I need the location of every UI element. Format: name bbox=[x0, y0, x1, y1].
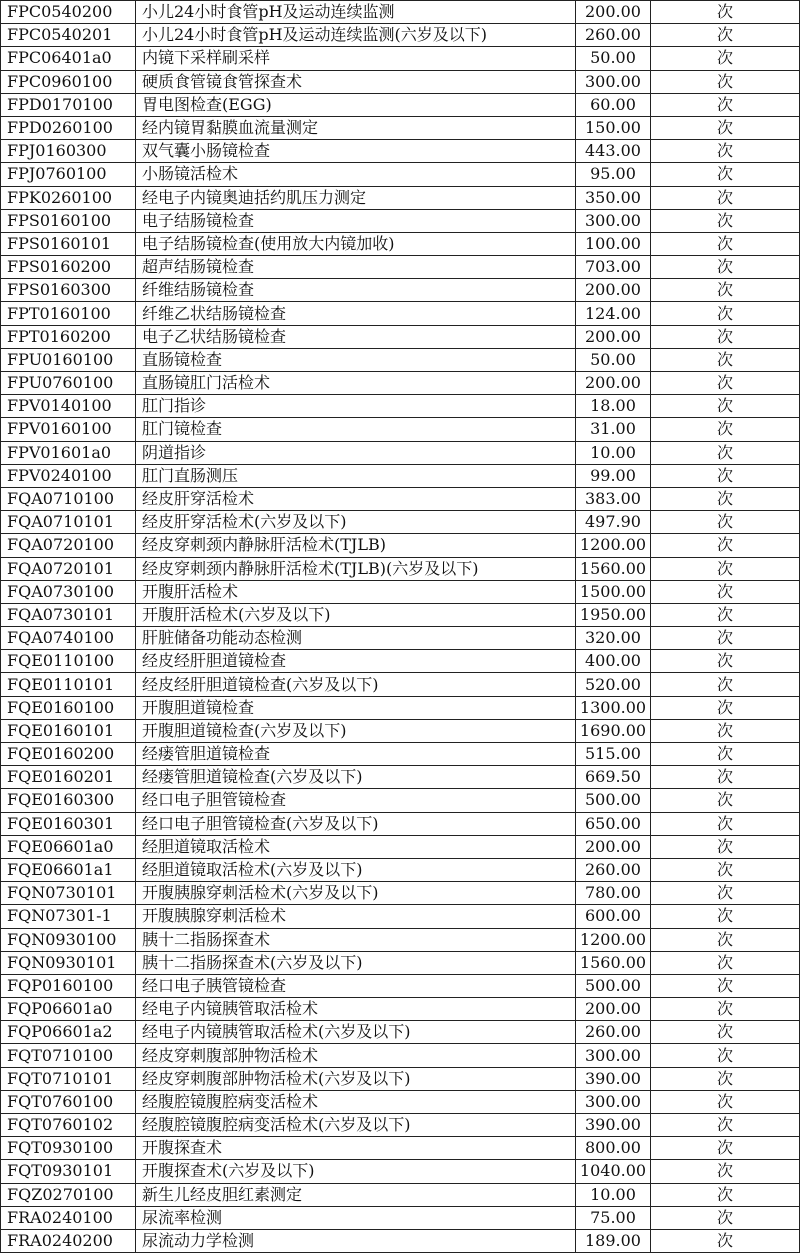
table-row bbox=[1, 812, 800, 835]
table-row bbox=[1, 1067, 800, 1090]
item-unit-cell: 次 bbox=[651, 951, 800, 974]
item-name-cell: 开腹胰腺穿刺活检术 bbox=[136, 905, 576, 928]
item-code-cell: FQE0160300 bbox=[1, 789, 136, 812]
price-table-body bbox=[1, 1, 800, 1253]
item-price-cell: 150.00 bbox=[576, 116, 651, 139]
item-price-cell: 650.00 bbox=[576, 812, 651, 835]
table-row bbox=[1, 696, 800, 719]
table-row bbox=[1, 487, 800, 510]
item-name-cell: 肛门指诊 bbox=[136, 395, 576, 418]
item-unit-cell: 次 bbox=[651, 627, 800, 650]
table-row bbox=[1, 93, 800, 116]
table-row bbox=[1, 974, 800, 997]
item-code-cell: FQN0930100 bbox=[1, 928, 136, 951]
item-name-cell: 纤维乙状结肠镜检查 bbox=[136, 302, 576, 325]
item-code-cell: FQA0720100 bbox=[1, 534, 136, 557]
item-code-cell: FQT0710101 bbox=[1, 1067, 136, 1090]
item-unit-cell: 次 bbox=[651, 974, 800, 997]
item-price-cell: 75.00 bbox=[576, 1206, 651, 1229]
item-price-cell: 383.00 bbox=[576, 487, 651, 510]
item-price-cell: 515.00 bbox=[576, 743, 651, 766]
item-price-cell: 99.00 bbox=[576, 464, 651, 487]
table-row bbox=[1, 348, 800, 371]
table-row bbox=[1, 116, 800, 139]
table-row bbox=[1, 464, 800, 487]
item-price-cell: 320.00 bbox=[576, 627, 651, 650]
table-row bbox=[1, 1160, 800, 1183]
table-row bbox=[1, 673, 800, 696]
item-name-cell: 经皮经肝胆道镜检查(六岁及以下) bbox=[136, 673, 576, 696]
item-price-cell: 260.00 bbox=[576, 1021, 651, 1044]
item-name-cell: 电子乙状结肠镜检查 bbox=[136, 325, 576, 348]
item-price-cell: 1950.00 bbox=[576, 603, 651, 626]
item-code-cell: FQN0730101 bbox=[1, 882, 136, 905]
table-row bbox=[1, 441, 800, 464]
item-unit-cell: 次 bbox=[651, 905, 800, 928]
item-code-cell: FQN0930101 bbox=[1, 951, 136, 974]
item-name-cell: 经胆道镜取活检术(六岁及以下) bbox=[136, 858, 576, 881]
item-name-cell: 开腹胆道镜检查(六岁及以下) bbox=[136, 719, 576, 742]
item-name-cell: 直肠镜检查 bbox=[136, 348, 576, 371]
table-row bbox=[1, 372, 800, 395]
item-price-cell: 200.00 bbox=[576, 998, 651, 1021]
item-name-cell: 经皮穿刺腹部肿物活检术(六岁及以下) bbox=[136, 1067, 576, 1090]
item-name-cell: 阴道指诊 bbox=[136, 441, 576, 464]
item-unit-cell: 次 bbox=[651, 812, 800, 835]
table-row bbox=[1, 743, 800, 766]
item-unit-cell: 次 bbox=[651, 418, 800, 441]
item-name-cell: 经皮肝穿活检术 bbox=[136, 487, 576, 510]
item-code-cell: FQE0110101 bbox=[1, 673, 136, 696]
table-row bbox=[1, 1114, 800, 1137]
item-unit-cell: 次 bbox=[651, 441, 800, 464]
table-row bbox=[1, 1044, 800, 1067]
item-price-cell: 95.00 bbox=[576, 163, 651, 186]
table-row bbox=[1, 511, 800, 534]
item-code-cell: FQA0710101 bbox=[1, 511, 136, 534]
item-price-cell: 200.00 bbox=[576, 1, 651, 24]
item-name-cell: 电子结肠镜检查 bbox=[136, 209, 576, 232]
item-price-cell: 10.00 bbox=[576, 441, 651, 464]
item-code-cell: FPC0540201 bbox=[1, 24, 136, 47]
item-code-cell: FQZ0270100 bbox=[1, 1183, 136, 1206]
item-price-cell: 350.00 bbox=[576, 186, 651, 209]
item-code-cell: FPT0160200 bbox=[1, 325, 136, 348]
table-row bbox=[1, 835, 800, 858]
item-name-cell: 经内镜胃黏膜血流量测定 bbox=[136, 116, 576, 139]
table-row bbox=[1, 163, 800, 186]
table-row bbox=[1, 232, 800, 255]
item-price-cell: 200.00 bbox=[576, 279, 651, 302]
item-unit-cell: 次 bbox=[651, 696, 800, 719]
item-code-cell: FPC06401a0 bbox=[1, 47, 136, 70]
table-row bbox=[1, 905, 800, 928]
item-unit-cell: 次 bbox=[651, 1067, 800, 1090]
item-price-cell: 669.50 bbox=[576, 766, 651, 789]
item-unit-cell: 次 bbox=[651, 140, 800, 163]
item-price-cell: 300.00 bbox=[576, 209, 651, 232]
table-row bbox=[1, 209, 800, 232]
item-unit-cell: 次 bbox=[651, 835, 800, 858]
item-code-cell: FPS0160200 bbox=[1, 256, 136, 279]
item-code-cell: FQP06601a0 bbox=[1, 998, 136, 1021]
item-price-cell: 1560.00 bbox=[576, 557, 651, 580]
item-unit-cell: 次 bbox=[651, 882, 800, 905]
table-row bbox=[1, 1137, 800, 1160]
item-price-cell: 497.90 bbox=[576, 511, 651, 534]
item-code-cell: FPT0160100 bbox=[1, 302, 136, 325]
item-name-cell: 开腹胰腺穿刺活检术(六岁及以下) bbox=[136, 882, 576, 905]
item-price-cell: 780.00 bbox=[576, 882, 651, 905]
item-name-cell: 肛门镜检查 bbox=[136, 418, 576, 441]
item-unit-cell: 次 bbox=[651, 1229, 800, 1252]
item-name-cell: 经腹腔镜腹腔病变活检术(六岁及以下) bbox=[136, 1114, 576, 1137]
item-unit-cell: 次 bbox=[651, 719, 800, 742]
item-name-cell: 开腹探查术 bbox=[136, 1137, 576, 1160]
item-price-cell: 1690.00 bbox=[576, 719, 651, 742]
item-name-cell: 肛门直肠测压 bbox=[136, 464, 576, 487]
item-unit-cell: 次 bbox=[651, 348, 800, 371]
item-code-cell: FQE0160201 bbox=[1, 766, 136, 789]
item-unit-cell: 次 bbox=[651, 603, 800, 626]
table-row bbox=[1, 951, 800, 974]
item-code-cell: FQA0710100 bbox=[1, 487, 136, 510]
item-unit-cell: 次 bbox=[651, 47, 800, 70]
item-code-cell: FPV0240100 bbox=[1, 464, 136, 487]
table-row bbox=[1, 650, 800, 673]
item-code-cell: FQA0730101 bbox=[1, 603, 136, 626]
item-code-cell: FPJ0760100 bbox=[1, 163, 136, 186]
item-price-cell: 10.00 bbox=[576, 1183, 651, 1206]
table-row bbox=[1, 534, 800, 557]
table-row bbox=[1, 789, 800, 812]
item-name-cell: 经皮穿刺腹部肿物活检术 bbox=[136, 1044, 576, 1067]
item-code-cell: FQT0930101 bbox=[1, 1160, 136, 1183]
item-code-cell: FPV01601a0 bbox=[1, 441, 136, 464]
item-price-cell: 800.00 bbox=[576, 1137, 651, 1160]
item-code-cell: FQA0720101 bbox=[1, 557, 136, 580]
item-name-cell: 经瘘管胆道镜检查 bbox=[136, 743, 576, 766]
table-row bbox=[1, 766, 800, 789]
item-name-cell: 经胆道镜取活检术 bbox=[136, 835, 576, 858]
item-price-cell: 443.00 bbox=[576, 140, 651, 163]
item-unit-cell: 次 bbox=[651, 766, 800, 789]
item-name-cell: 尿流率检测 bbox=[136, 1206, 576, 1229]
item-code-cell: FQE06601a0 bbox=[1, 835, 136, 858]
item-code-cell: FRA0240100 bbox=[1, 1206, 136, 1229]
item-price-cell: 260.00 bbox=[576, 858, 651, 881]
item-code-cell: FQE0110100 bbox=[1, 650, 136, 673]
item-name-cell: 小肠镜活检术 bbox=[136, 163, 576, 186]
item-price-cell: 400.00 bbox=[576, 650, 651, 673]
item-code-cell: FQA0740100 bbox=[1, 627, 136, 650]
table-row bbox=[1, 256, 800, 279]
item-name-cell: 胰十二指肠探查术(六岁及以下) bbox=[136, 951, 576, 974]
item-code-cell: FQE0160101 bbox=[1, 719, 136, 742]
table-row bbox=[1, 998, 800, 1021]
item-name-cell: 肝脏储备功能动态检测 bbox=[136, 627, 576, 650]
table-row bbox=[1, 557, 800, 580]
item-name-cell: 开腹肝活检术(六岁及以下) bbox=[136, 603, 576, 626]
item-unit-cell: 次 bbox=[651, 1160, 800, 1183]
item-price-cell: 1300.00 bbox=[576, 696, 651, 719]
table-row bbox=[1, 24, 800, 47]
item-unit-cell: 次 bbox=[651, 1183, 800, 1206]
item-name-cell: 胰十二指肠探查术 bbox=[136, 928, 576, 951]
item-name-cell: 经瘘管胆道镜检查(六岁及以下) bbox=[136, 766, 576, 789]
item-name-cell: 开腹肝活检术 bbox=[136, 580, 576, 603]
table-row bbox=[1, 1090, 800, 1113]
item-unit-cell: 次 bbox=[651, 302, 800, 325]
table-row bbox=[1, 279, 800, 302]
item-price-cell: 520.00 bbox=[576, 673, 651, 696]
item-name-cell: 开腹探查术(六岁及以下) bbox=[136, 1160, 576, 1183]
item-price-cell: 50.00 bbox=[576, 47, 651, 70]
item-unit-cell: 次 bbox=[651, 186, 800, 209]
item-unit-cell: 次 bbox=[651, 1114, 800, 1137]
item-price-cell: 200.00 bbox=[576, 325, 651, 348]
table-row bbox=[1, 603, 800, 626]
item-code-cell: FQE0160100 bbox=[1, 696, 136, 719]
item-price-cell: 124.00 bbox=[576, 302, 651, 325]
item-code-cell: FPS0160100 bbox=[1, 209, 136, 232]
item-price-cell: 18.00 bbox=[576, 395, 651, 418]
item-name-cell: 经皮穿刺颈内静脉肝活检术(TJLB)(六岁及以下) bbox=[136, 557, 576, 580]
item-price-cell: 50.00 bbox=[576, 348, 651, 371]
item-name-cell: 硬质食管镜食管探查术 bbox=[136, 70, 576, 93]
table-row bbox=[1, 47, 800, 70]
item-name-cell: 纤维结肠镜检查 bbox=[136, 279, 576, 302]
table-row bbox=[1, 719, 800, 742]
item-code-cell: FQT0930100 bbox=[1, 1137, 136, 1160]
item-code-cell: FPU0760100 bbox=[1, 372, 136, 395]
item-code-cell: FQP06601a2 bbox=[1, 1021, 136, 1044]
item-unit-cell: 次 bbox=[651, 1090, 800, 1113]
table-row bbox=[1, 858, 800, 881]
item-name-cell: 超声结肠镜检查 bbox=[136, 256, 576, 279]
item-code-cell: FRA0240200 bbox=[1, 1229, 136, 1252]
item-unit-cell: 次 bbox=[651, 93, 800, 116]
table-row bbox=[1, 186, 800, 209]
item-code-cell: FQP0160100 bbox=[1, 974, 136, 997]
item-name-cell: 尿流动力学检测 bbox=[136, 1229, 576, 1252]
item-unit-cell: 次 bbox=[651, 1206, 800, 1229]
item-name-cell: 经皮经肝胆道镜检查 bbox=[136, 650, 576, 673]
item-code-cell: FQT0760100 bbox=[1, 1090, 136, 1113]
item-unit-cell: 次 bbox=[651, 325, 800, 348]
item-unit-cell: 次 bbox=[651, 858, 800, 881]
item-code-cell: FQE0160200 bbox=[1, 743, 136, 766]
item-code-cell: FPS0160300 bbox=[1, 279, 136, 302]
item-code-cell: FPS0160101 bbox=[1, 232, 136, 255]
table-row bbox=[1, 1183, 800, 1206]
item-price-cell: 703.00 bbox=[576, 256, 651, 279]
item-unit-cell: 次 bbox=[651, 232, 800, 255]
item-unit-cell: 次 bbox=[651, 1044, 800, 1067]
item-code-cell: FQT0710100 bbox=[1, 1044, 136, 1067]
item-name-cell: 经口电子胰管镜检查 bbox=[136, 974, 576, 997]
item-name-cell: 经腹腔镜腹腔病变活检术 bbox=[136, 1090, 576, 1113]
item-price-cell: 200.00 bbox=[576, 372, 651, 395]
item-price-cell: 1200.00 bbox=[576, 534, 651, 557]
item-unit-cell: 次 bbox=[651, 279, 800, 302]
item-name-cell: 经电子内镜奥迪括约肌压力测定 bbox=[136, 186, 576, 209]
item-price-cell: 390.00 bbox=[576, 1067, 651, 1090]
item-unit-cell: 次 bbox=[651, 743, 800, 766]
table-row bbox=[1, 302, 800, 325]
item-price-cell: 1040.00 bbox=[576, 1160, 651, 1183]
item-price-cell: 1200.00 bbox=[576, 928, 651, 951]
item-code-cell: FPC0960100 bbox=[1, 70, 136, 93]
item-unit-cell: 次 bbox=[651, 209, 800, 232]
item-name-cell: 小儿24小时食管pH及运动连续监测 bbox=[136, 1, 576, 24]
item-unit-cell: 次 bbox=[651, 511, 800, 534]
table-row bbox=[1, 418, 800, 441]
item-price-cell: 1500.00 bbox=[576, 580, 651, 603]
item-code-cell: FPD0170100 bbox=[1, 93, 136, 116]
item-unit-cell: 次 bbox=[651, 1021, 800, 1044]
item-name-cell: 经皮肝穿活检术(六岁及以下) bbox=[136, 511, 576, 534]
item-price-cell: 1560.00 bbox=[576, 951, 651, 974]
item-unit-cell: 次 bbox=[651, 464, 800, 487]
item-name-cell: 开腹胆道镜检查 bbox=[136, 696, 576, 719]
table-row bbox=[1, 1229, 800, 1252]
item-unit-cell: 次 bbox=[651, 1137, 800, 1160]
item-unit-cell: 次 bbox=[651, 372, 800, 395]
table-row bbox=[1, 627, 800, 650]
item-unit-cell: 次 bbox=[651, 487, 800, 510]
item-unit-cell: 次 bbox=[651, 116, 800, 139]
item-code-cell: FPU0160100 bbox=[1, 348, 136, 371]
table-row bbox=[1, 70, 800, 93]
item-code-cell: FPC0540200 bbox=[1, 1, 136, 24]
item-code-cell: FQE06601a1 bbox=[1, 858, 136, 881]
item-code-cell: FPK0260100 bbox=[1, 186, 136, 209]
item-code-cell: FPV0140100 bbox=[1, 395, 136, 418]
item-unit-cell: 次 bbox=[651, 395, 800, 418]
item-code-cell: FQT0760102 bbox=[1, 1114, 136, 1137]
item-unit-cell: 次 bbox=[651, 789, 800, 812]
item-unit-cell: 次 bbox=[651, 557, 800, 580]
item-name-cell: 经口电子胆管镜检查 bbox=[136, 789, 576, 812]
item-code-cell: FQE0160301 bbox=[1, 812, 136, 835]
item-name-cell: 胃电图检查(EGG) bbox=[136, 93, 576, 116]
item-price-cell: 60.00 bbox=[576, 93, 651, 116]
item-price-cell: 31.00 bbox=[576, 418, 651, 441]
item-unit-cell: 次 bbox=[651, 1, 800, 24]
item-price-cell: 500.00 bbox=[576, 789, 651, 812]
item-unit-cell: 次 bbox=[651, 163, 800, 186]
item-unit-cell: 次 bbox=[651, 24, 800, 47]
item-name-cell: 经口电子胆管镜检查(六岁及以下) bbox=[136, 812, 576, 835]
item-unit-cell: 次 bbox=[651, 580, 800, 603]
item-unit-cell: 次 bbox=[651, 650, 800, 673]
item-name-cell: 双气囊小肠镜检查 bbox=[136, 140, 576, 163]
item-price-cell: 260.00 bbox=[576, 24, 651, 47]
item-price-cell: 100.00 bbox=[576, 232, 651, 255]
item-price-cell: 200.00 bbox=[576, 835, 651, 858]
item-unit-cell: 次 bbox=[651, 534, 800, 557]
item-name-cell: 新生儿经皮胆红素测定 bbox=[136, 1183, 576, 1206]
item-name-cell: 电子结肠镜检查(使用放大内镜加收) bbox=[136, 232, 576, 255]
item-code-cell: FPD0260100 bbox=[1, 116, 136, 139]
item-name-cell: 内镜下采样刷采样 bbox=[136, 47, 576, 70]
item-name-cell: 直肠镜肛门活检术 bbox=[136, 372, 576, 395]
item-name-cell: 小儿24小时食管pH及运动连续监测(六岁及以下) bbox=[136, 24, 576, 47]
table-row bbox=[1, 928, 800, 951]
item-code-cell: FPJ0160300 bbox=[1, 140, 136, 163]
item-code-cell: FQN07301-1 bbox=[1, 905, 136, 928]
table-row bbox=[1, 1206, 800, 1229]
item-code-cell: FQA0730100 bbox=[1, 580, 136, 603]
item-unit-cell: 次 bbox=[651, 928, 800, 951]
item-price-cell: 300.00 bbox=[576, 70, 651, 93]
item-name-cell: 经电子内镜胰管取活检术(六岁及以下) bbox=[136, 1021, 576, 1044]
table-row bbox=[1, 882, 800, 905]
item-name-cell: 经皮穿刺颈内静脉肝活检术(TJLB) bbox=[136, 534, 576, 557]
item-unit-cell: 次 bbox=[651, 256, 800, 279]
item-price-cell: 300.00 bbox=[576, 1044, 651, 1067]
table-row bbox=[1, 1021, 800, 1044]
table-row bbox=[1, 395, 800, 418]
item-code-cell: FPV0160100 bbox=[1, 418, 136, 441]
item-unit-cell: 次 bbox=[651, 998, 800, 1021]
item-price-cell: 390.00 bbox=[576, 1114, 651, 1137]
item-price-cell: 600.00 bbox=[576, 905, 651, 928]
item-unit-cell: 次 bbox=[651, 70, 800, 93]
item-unit-cell: 次 bbox=[651, 673, 800, 696]
table-row bbox=[1, 1, 800, 24]
table-row bbox=[1, 140, 800, 163]
item-price-cell: 189.00 bbox=[576, 1229, 651, 1252]
item-price-cell: 500.00 bbox=[576, 974, 651, 997]
item-name-cell: 经电子内镜胰管取活检术 bbox=[136, 998, 576, 1021]
table-row bbox=[1, 325, 800, 348]
table-row bbox=[1, 580, 800, 603]
item-price-cell: 300.00 bbox=[576, 1090, 651, 1113]
